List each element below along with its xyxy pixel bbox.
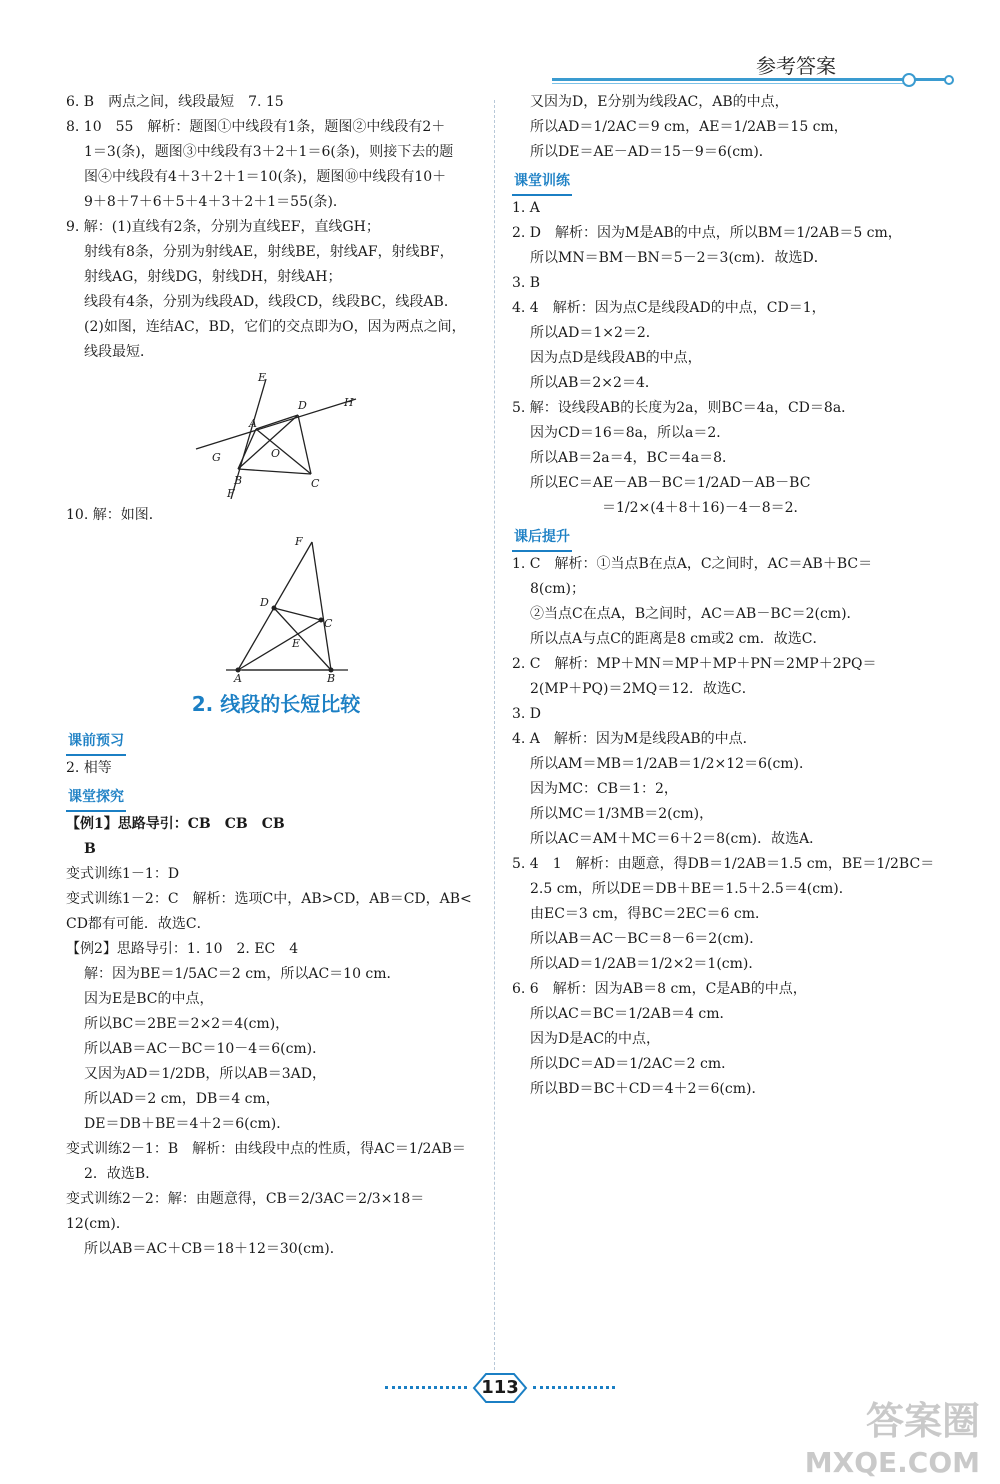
- page-number-badge: [470, 1371, 530, 1405]
- answer-line: 所以AD＝1×2＝2．: [530, 325, 660, 341]
- answer-line: 8. 10 55 解析：题图①中线段有1条，题图②中线段有2＋: [66, 119, 446, 135]
- answer-line: 3. D: [512, 706, 542, 722]
- answer-line: 所以AB＝AC－BC＝10－4＝6(cm)．: [84, 1041, 327, 1057]
- answer-line: 由EC＝3 cm，得BC＝2EC＝6 cm．: [530, 906, 769, 922]
- answer-line: 因为点D是线段AB的中点，: [530, 350, 702, 366]
- label-f: F: [295, 535, 303, 548]
- label-b: B: [234, 474, 243, 487]
- label-g: G: [212, 451, 221, 464]
- answer-line: 所以DC＝AD＝1/2AC＝2 cm．: [530, 1056, 736, 1072]
- answer-line: 4. 4 解析：因为点C是线段AD的中点，CD＝1，: [512, 300, 826, 316]
- answer-line: 所以AM＝MB＝1/2AB＝1/2×12＝6(cm)．: [530, 756, 814, 772]
- answer-line: 变式训练2－1：B 解析：由线段中点的性质，得AC＝1/2AB＝: [66, 1141, 466, 1157]
- page-number: 113: [481, 1377, 519, 1398]
- figure-lines-rays: [66, 369, 486, 499]
- answer-line: 9. 解：(1)直线有2条，分别为直线EF，直线GH；: [66, 219, 380, 235]
- answer-line: 6. 6 解析：因为AB＝8 cm，C是AB的中点，: [512, 981, 807, 997]
- answer-line: 线段有4条，分别为线段AD，线段CD，线段BC，线段AB．: [84, 294, 458, 310]
- watermark: [805, 1400, 980, 1484]
- section-title: 2. 线段的长短比较: [191, 692, 361, 716]
- answer-line: 因为E是BC的中点，: [84, 991, 214, 1007]
- label-a: A: [234, 672, 242, 682]
- label-d: D: [298, 399, 307, 412]
- page-number-dots-right: [533, 1386, 615, 1389]
- answer-line: 所以AB＝2×2＝4．: [530, 375, 659, 391]
- answer-line: 所以AD＝1/2AC＝9 cm，AE＝1/2AB＝15 cm，: [530, 119, 848, 135]
- answer-line: 所以BC＝2BE＝2×2＝4(cm)，: [84, 1016, 290, 1032]
- label-o: O: [271, 447, 281, 460]
- header-title: 参考答案: [756, 54, 836, 78]
- answer-line: 2. 相等: [66, 760, 112, 776]
- answer-line: 所以AC＝AM＋MC＝6＋2＝8(cm)．故选A．: [530, 831, 824, 847]
- answer-line: 6. B 两点之间，线段最短 7. 15: [66, 94, 284, 110]
- label-e: E: [258, 371, 267, 384]
- answer-line: DE＝DB＋BE＝4＋2＝6(cm)．: [84, 1116, 291, 1132]
- answer-line: 所以DE＝AE－AD＝15－9＝6(cm)．: [530, 144, 773, 160]
- label-a: A: [249, 417, 257, 430]
- answer-line: 2．故选B．: [84, 1166, 160, 1182]
- answer-line: 5. 4 1 解析：由题意，得DB＝1/2AB＝1.5 cm，BE＝1/2BC＝: [512, 856, 935, 872]
- answer-line: CD都有可能．故选C．: [66, 916, 211, 932]
- answer-line: 所以AB＝AC＋CB＝18＋12＝30(cm)．: [84, 1241, 344, 1257]
- answer-line: 8(cm)；: [530, 581, 585, 597]
- segment-dc: [274, 608, 321, 620]
- answer-line: 因为MC：CB＝1：2，: [530, 781, 678, 797]
- watermark-line: MXQE.COM: [804, 1446, 980, 1479]
- answer-line: 4. A 解析：因为M是线段AB的中点．: [512, 731, 757, 747]
- left-column: [66, 90, 486, 1262]
- right-after-class-block: [512, 552, 942, 1102]
- line-gh: [196, 399, 356, 449]
- label-b: B: [327, 672, 336, 682]
- answer-line: 又因为AD＝1/2DB，所以AB＝3AD，: [84, 1066, 327, 1082]
- answer-line: 2. C 解析：MP＋MN＝MP＋MP＋PN＝2MP＋2PQ＝: [512, 656, 877, 672]
- answer-line: 变式训练1－1：D: [66, 866, 180, 882]
- answer-line: 【例2】思路导引：1. 10 2. EC 4: [66, 941, 299, 957]
- column-divider: [494, 100, 495, 1370]
- answer-line: ②当点C在点A，B之间时，AC＝AB－BC＝2(cm)．: [530, 606, 861, 622]
- section-label-explore: 课堂探究: [66, 785, 126, 812]
- label-h: H: [344, 396, 354, 409]
- label-e: E: [292, 637, 301, 650]
- section-label-after-class: 课后提升: [512, 525, 572, 552]
- header-rule: [552, 78, 947, 81]
- answer-line: 所以点A与点C的距离是8 cm或2 cm．故选C．: [530, 631, 827, 647]
- answer-line: 变式训练1－2：C 解析：选项C中，AB>CD，AB＝CD，AB<: [66, 891, 472, 907]
- answer-line: 因为D是AC的中点，: [530, 1031, 661, 1047]
- answer-line: 10. 解：如图．: [66, 507, 163, 523]
- left-answers-block: [66, 90, 486, 365]
- label-c: C: [324, 617, 333, 630]
- section-label-preview: 课前预习: [66, 729, 126, 756]
- answer-line: 所以AD＝2 cm，DB＝4 cm，: [84, 1091, 280, 1107]
- answer-line: 1. C 解析：①当点B在点A，C之间时，AC＝AB＋BC＝: [512, 556, 873, 572]
- answer-line: ＝1/2×(4＋8＋16)－4－8＝2．: [602, 500, 808, 516]
- answer-line: 2. D 解析：因为M是AB的中点，所以BM＝1/2AB＝5 cm，: [512, 225, 902, 241]
- answer-line: 2(MP＋PQ)＝2MQ＝12．故选C．: [530, 681, 756, 697]
- right-training-block: [512, 196, 942, 521]
- figure-triangle: [66, 532, 486, 682]
- answer-line: 又因为D，E分别为线段AC，AB的中点，: [530, 94, 789, 110]
- answer-line: (2)如图，连结AC，BD，它们的交点即为O，因为两点之间，: [84, 319, 466, 335]
- right-column: [512, 90, 942, 1102]
- header-rule-thin: [552, 83, 912, 84]
- watermark-line: 答案圈: [865, 1399, 980, 1443]
- label-d: D: [260, 596, 269, 609]
- answer-line: 9＋8＋7＋6＋5＋4＋3＋2＋1＝55(条)．: [84, 194, 347, 210]
- answer-line: 1＝3(条)，题图③中线段有3＋2＋1＝6(条)，则接下去的题: [84, 144, 454, 160]
- answer-line: 线段最短．: [84, 344, 154, 360]
- answer-line: 所以BD＝BC＋CD＝4＋2＝6(cm)．: [530, 1081, 766, 1097]
- left-explore-block: [66, 812, 486, 1262]
- answer-line: 3. B: [512, 275, 541, 291]
- answer-line: 所以AB＝AC－BC＝8－6＝2(cm)．: [530, 931, 764, 947]
- answer-line: 图④中线段有4＋3＋2＋1＝10(条)，题图⑩中线段有10＋: [84, 169, 447, 185]
- header-circle-icon: [902, 73, 916, 87]
- answer-line: 1. A: [512, 200, 540, 216]
- answer-line: 所以MN＝BM－BN＝5－2＝3(cm)．故选D．: [530, 250, 828, 266]
- answer-line: 所以AC＝BC＝1/2AB＝4 cm．: [530, 1006, 734, 1022]
- label-c: C: [311, 477, 320, 490]
- answer-line: 【例1】思路导引：CB CB CB: [66, 816, 285, 832]
- answer-line: 所以AD＝1/2AB＝1/2×2＝1(cm)．: [530, 956, 763, 972]
- answer-line: 解：因为BE＝1/5AC＝2 cm，所以AC＝10 cm．: [84, 966, 401, 982]
- answer-line: 射线AG，射线DG，射线DH，射线AH；: [84, 269, 342, 285]
- answer-line: 变式训练2－2：解：由题意得，CB＝2/3AC＝2/3×18＝12(cm)．: [66, 1191, 425, 1232]
- page-number-dots-left: [385, 1386, 467, 1389]
- answer-line: 5. 解：设线段AB的长度为2a，则BC＝4a，CD＝8a．: [512, 400, 856, 416]
- header-small-circle-icon: [944, 75, 954, 85]
- label-f: F: [227, 487, 235, 499]
- answer-line: 因为CD＝16＝8a，所以a＝2．: [530, 425, 731, 441]
- answer-line: 所以EC＝AE－AB－BC＝1/2AD－AB－BC: [530, 475, 811, 491]
- section-label-class-training: 课堂训练: [512, 169, 572, 196]
- answer-line: 所以AB＝2a＝4，BC＝4a＝8．: [530, 450, 736, 466]
- segment-fb: [312, 542, 331, 670]
- answer-line: 2.5 cm，所以DE＝DB＋BE＝1.5＋2.5＝4(cm)．: [530, 881, 853, 897]
- answer-line: 所以MC＝1/3MB＝2(cm)，: [530, 806, 714, 822]
- answer-line: B: [84, 841, 96, 857]
- answer-line: 射线有8条，分别为射线AE，射线BE，射线AF，射线BF，: [84, 244, 454, 260]
- segment-db: [274, 608, 331, 670]
